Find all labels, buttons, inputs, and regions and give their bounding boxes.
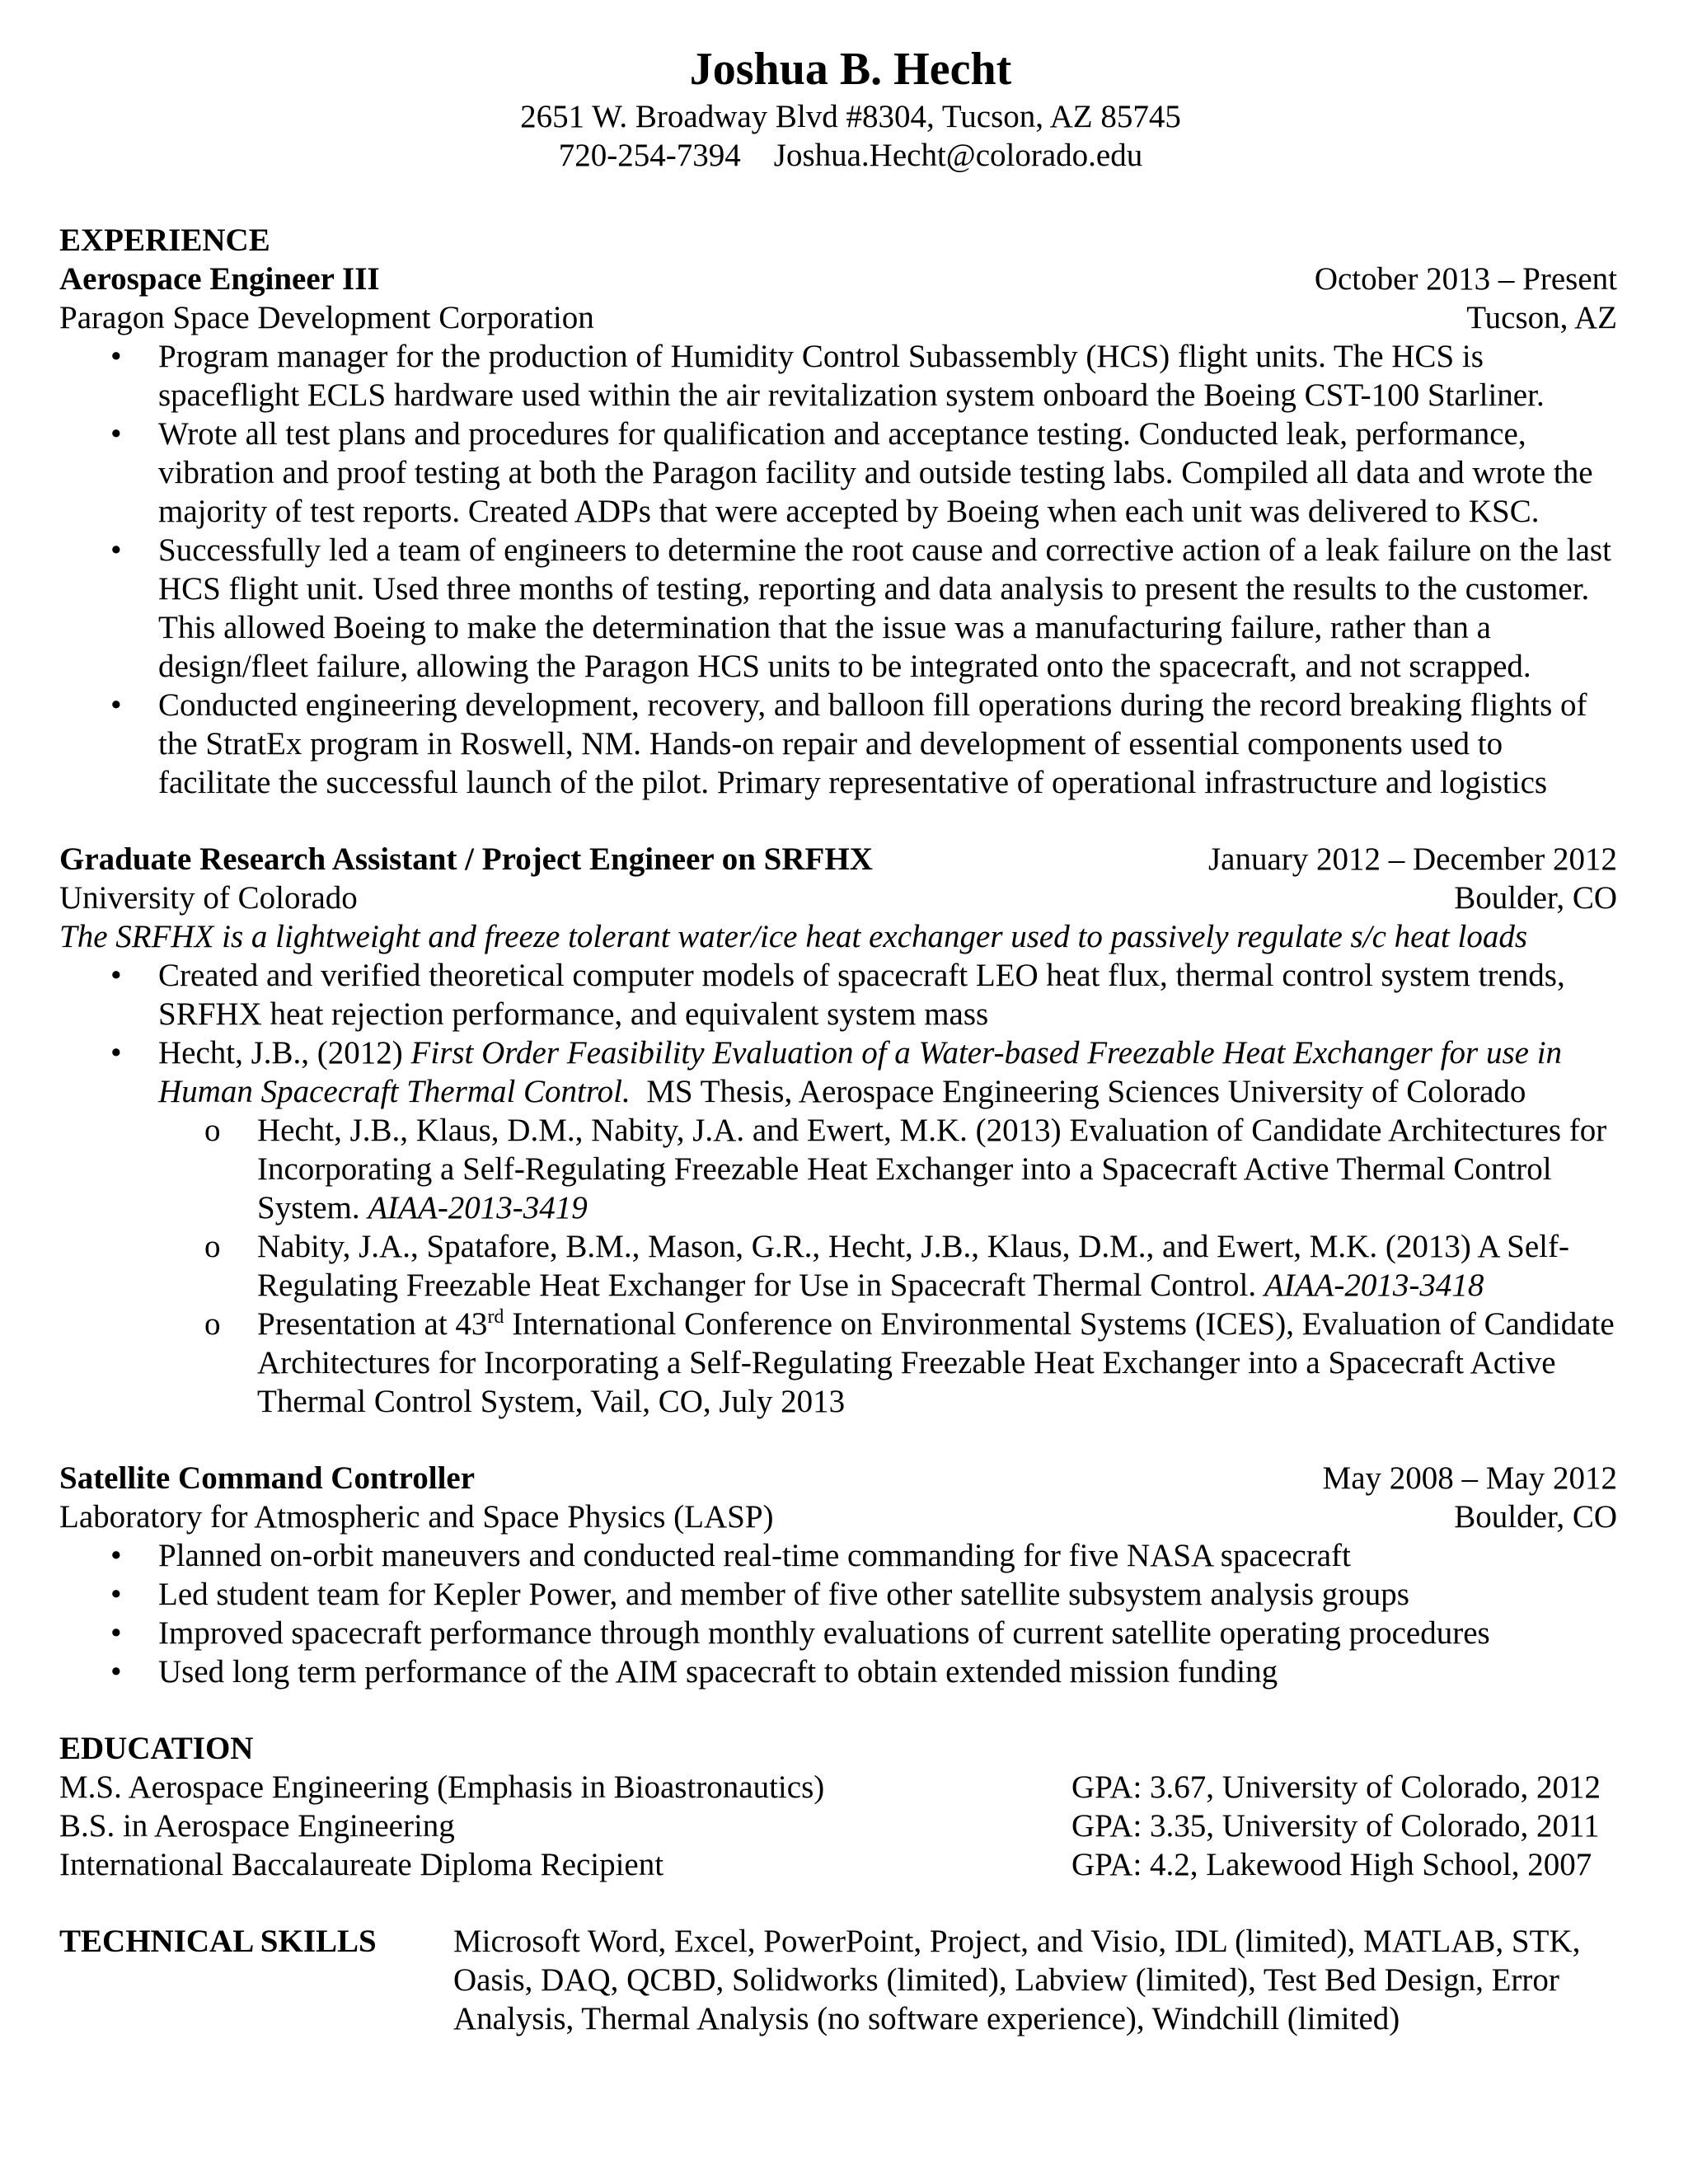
job-bullet: • Used long term performance of the AIM spacecraft to obtain extended mission funding	[59, 1652, 1617, 1691]
degree-name: M.S. Aerospace Engineering (Emphasis in Bioastronautics)	[59, 1769, 825, 1805]
thesis-title: First Order Feasibility Evaluation of a Water-based Freezable Heat Exchanger for use in Human Spacecraft Thermal Control.	[158, 1035, 1563, 1109]
job-org-row	[59, 879, 1617, 917]
job-title: Aerospace Engineer III	[59, 261, 380, 297]
job-org-row	[59, 298, 1617, 337]
job-bullet: • Created and verified theoretical computer models of spacecraft LEO heat flux, thermal control system trends, SRFHX heat rejection performance, and equivalent system mass	[59, 956, 1617, 1033]
job-location: Boulder, CO	[1454, 880, 1617, 916]
job-organization: Laboratory for Atmospheric and Space Physics (LASP)	[59, 1499, 774, 1535]
job-title-row	[59, 1459, 1617, 1497]
thesis-citation-author: Hecht, J.B., (2012)	[158, 1035, 411, 1071]
job-bullet: • Conducted engineering development, recovery, and balloon fill operations during the record breaking flights of the StratEx program in Roswell, NM. Hands-on repair and development of essential components used to facilitate the successful launch of the pilot. Primary representative of operational infrastructure and logistics	[59, 686, 1617, 802]
publication-item	[59, 1305, 1617, 1421]
skills-heading: TECHNICAL SKILLS	[59, 1924, 377, 1959]
job-dates: January 2012 – December 2012	[1207, 841, 1617, 877]
job-organization: Paragon Space Development Corporation	[59, 300, 594, 335]
applicant-name: Joshua B. Hecht	[689, 44, 1012, 95]
job-bullet: • Led student team for Kepler Power, and member of five other satellite subsystem analysis groups	[59, 1575, 1617, 1614]
sub-bullet-marker: o	[204, 1113, 221, 1148]
publication-item	[59, 1227, 1617, 1305]
skills-section	[59, 1922, 1642, 2038]
publication-sub-list	[59, 1111, 1617, 1421]
presentation-prefix: Presentation at 43	[257, 1306, 488, 1342]
thesis-institution: MS Thesis, Aerospace Engineering Sciences University of Colorado	[630, 1074, 1526, 1109]
contact-info	[59, 136, 1642, 175]
job-entry	[59, 1459, 1617, 1691]
address: 2651 W. Broadway Blvd #8304, Tucson, AZ 85745	[520, 99, 1181, 134]
degree-detail: GPA: 4.2, Lakewood High School, 2007	[1071, 1847, 1592, 1882]
sub-bullet-marker: o	[204, 1306, 221, 1342]
job-organization: University of Colorado	[59, 880, 358, 916]
presentation-details: International Conference on Environmental Systems (ICES), Evaluation of Candidate Architectures for Incorporating a Self-Regulating Freezable Heat Exchanger into a Spacecraft Active Thermal Control System, Vail, CO, July 2013	[257, 1306, 1615, 1419]
publication-id: AIAA-2013-3419	[368, 1190, 588, 1226]
publication-citation: Hecht, J.B., Klaus, D.M., Nabity, J.A. and Ewert, M.K. (2013) Evaluation of Candidate Architectures for Incorporating a Self-Regulating Freezable Heat Exchanger into a Spacecraft Active Thermal Control System.	[257, 1113, 1607, 1226]
publication-item	[59, 1111, 1617, 1227]
degree-detail: GPA: 3.67, University of Colorado, 2012	[1071, 1769, 1601, 1805]
publication-citation: Nabity, J.A., Spatafore, B.M., Mason, G.R., Hecht, J.B., Klaus, D.M., and Ewert, M.K. (2013) A Self-Regulating Freezable Heat Exchanger for Use in Spacecraft Thermal Control.	[257, 1229, 1569, 1303]
job-org-row	[59, 1497, 1617, 1536]
degree-name: B.S. in Aerospace Engineering	[59, 1808, 455, 1844]
job-bullet: • Planned on-orbit maneuvers and conducted real-time commanding for five NASA spacecraft	[59, 1536, 1617, 1575]
job-title-row	[59, 840, 1617, 879]
experience-heading: EXPERIENCE	[59, 223, 270, 258]
job-entry	[59, 260, 1617, 802]
job-dates: October 2013 – Present	[1314, 261, 1617, 297]
job-title-row	[59, 260, 1617, 298]
job-bullet: • Improved spacecraft performance through monthly evaluations of current satellite operating procedures	[59, 1614, 1617, 1652]
resume-page	[59, 43, 1642, 2038]
job-dates: May 2008 – May 2012	[1322, 1460, 1617, 1496]
job-bullet-list	[59, 956, 1617, 1421]
phone-number: 720-254-7394	[558, 138, 741, 173]
job-bullet: • Wrote all test plans and procedures for qualification and acceptance testing. Conducted leak, performance, vibration and proof testing at both the Paragon facility and outside testing labs. Compiled all data and wrote the majority of test reports. Created ADPs that were accepted by Boeing when each unit was delivered to KSC.	[59, 415, 1617, 531]
education-row	[59, 1768, 1642, 1807]
job-bullet-list	[59, 1536, 1617, 1691]
job-bullet: • Program manager for the production of Humidity Control Subassembly (HCS) flight units. The HCS is spaceflight ECLS hardware used within the air revitalization system onboard the Boeing CST-100 Starliner.	[59, 337, 1617, 415]
education-row	[59, 1845, 1642, 1884]
ordinal-suffix: rd	[487, 1306, 504, 1328]
job-bullet-list	[59, 337, 1617, 802]
resume-header	[59, 43, 1642, 175]
skills-list: Microsoft Word, Excel, PowerPoint, Project, and Visio, IDL (limited), MATLAB, STK, Oasis, DAQ, QCBD, Solidworks (limited), Labview (limited), Test Bed Design, Error Analysis, Thermal Analysis (no software experience), Windchill (limited)	[453, 1924, 1581, 2036]
degree-detail: GPA: 3.35, University of Colorado, 2011	[1071, 1808, 1600, 1844]
education-row	[59, 1807, 1642, 1845]
email-address: Joshua.Hecht@colorado.edu	[773, 138, 1143, 173]
job-location: Tucson, AZ	[1466, 300, 1617, 335]
job-bullet-publication	[59, 1033, 1617, 1421]
job-title: Satellite Command Controller	[59, 1460, 476, 1496]
education-heading: EDUCATION	[59, 1731, 254, 1766]
job-entry	[59, 840, 1617, 1421]
sub-bullet-marker: o	[204, 1229, 221, 1264]
job-title: Graduate Research Assistant / Project Engineer on SRFHX	[59, 841, 873, 877]
publication-id: AIAA-2013-3418	[1264, 1268, 1484, 1303]
job-bullet: • Successfully led a team of engineers to determine the root cause and corrective action of a leak failure on the last HCS flight unit. Used three months of testing, reporting and data analysis to present the results to the customer. This allowed Boeing to make the determination that the issue was a manufacturing failure, rather than a design/fleet failure, allowing the Paragon HCS units to be integrated onto the spacecraft, and not scrapped.	[59, 531, 1617, 686]
project-description: The SRFHX is a lightweight and freeze tolerant water/ice heat exchanger used to passively regulate s/c heat loads	[59, 919, 1528, 954]
degree-name: International Baccalaureate Diploma Recipient	[59, 1847, 664, 1882]
job-location: Boulder, CO	[1454, 1499, 1617, 1535]
